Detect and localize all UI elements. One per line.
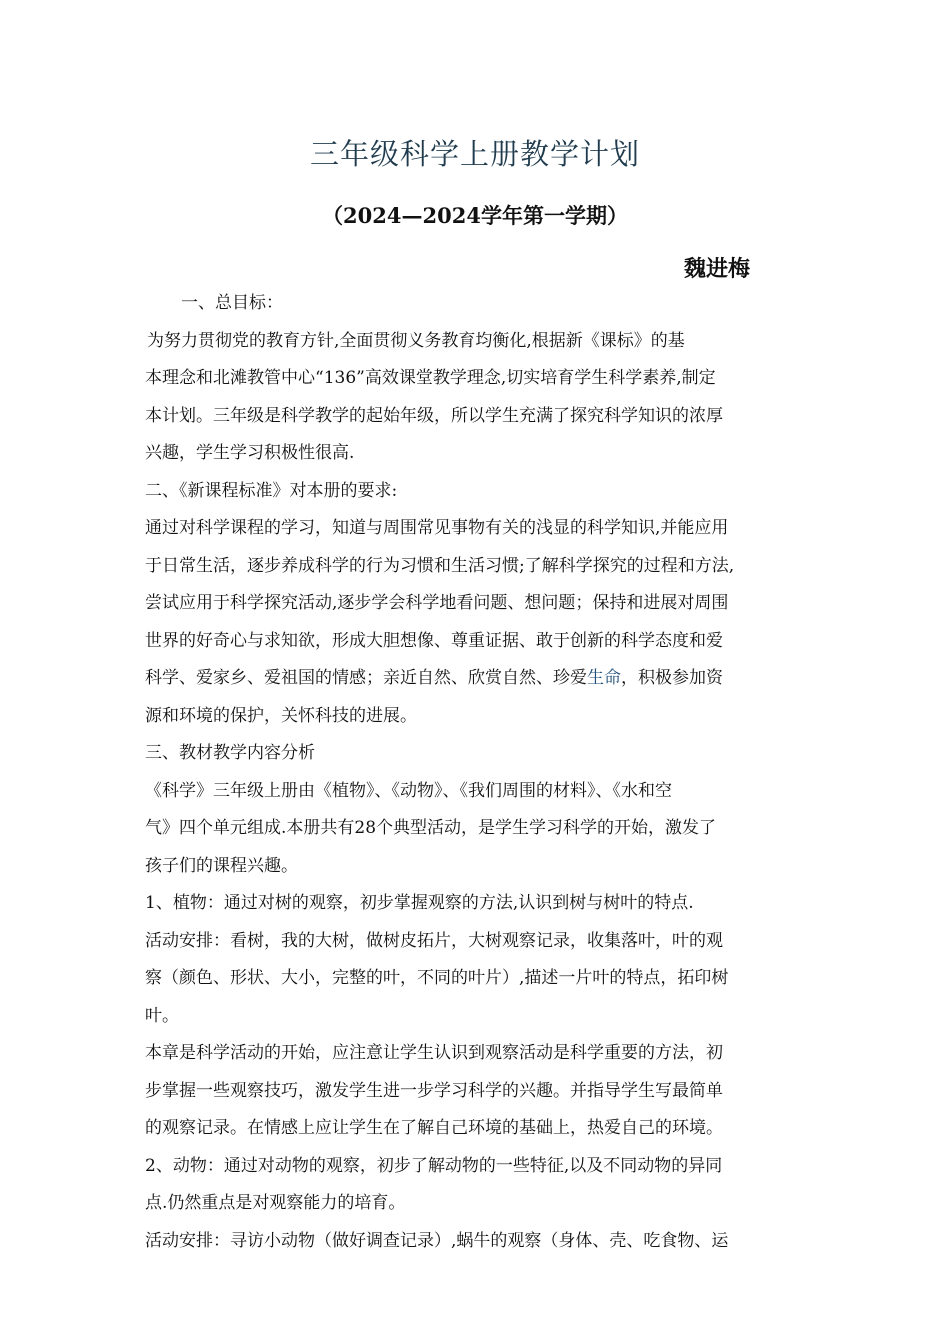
- paragraph-line: 本计划。三年级是科学教学的起始年级，所以学生充满了探究科学知识的浓厚: [145, 405, 723, 426]
- paragraph-line: 孩子们的课程兴趣。: [145, 855, 298, 876]
- paragraph-line: 1、植物：通过对树的观察，初步掌握观察的方法,认识到树与树叶的特点.: [145, 893, 694, 913]
- section-heading-analysis: 三、教材教学内容分析: [145, 743, 315, 763]
- document-subtitle: （2024—2024学年第一学期）: [322, 203, 628, 228]
- paragraph-line: 活动安排：寻访小动物（做好调查记录）,蜗牛的观察（身体、壳、吃食物、运: [145, 1230, 729, 1251]
- paragraph-line: 察（颜色、形状、大小，完整的叶，不同的叶片）,描述一片叶的特点，拓印树: [145, 968, 729, 988]
- paragraph-line: 步掌握一些观察技巧，激发学生进一步学习科学的兴趣。并指导学生写最简单: [145, 1080, 723, 1101]
- paragraph-line: 为努力贯彻党的教育方针,全面贯彻义务教育均衡化,根据新《课标》的基: [147, 330, 685, 351]
- paragraph-line: 的观察记录。在情感上应让学生在了解自己环境的基础上，热爱自己的环境。: [145, 1118, 723, 1138]
- paragraph-line: 《科学》三年级上册由《植物》、《动物》、《我们周围的材料》、《水和空: [145, 780, 672, 801]
- life-link[interactable]: 生命: [587, 668, 621, 688]
- paragraph-line: 本章是科学活动的开始，应注意让学生认识到观察活动是科学重要的方法，初: [145, 1043, 723, 1063]
- author-name: 魏进梅: [684, 256, 751, 282]
- paragraph-line: 兴趣，学生学习积极性很高.: [145, 443, 355, 463]
- paragraph-line: 气》四个单元组成.本册共有28个典型活动，是学生学习科学的开始，激发了: [145, 818, 717, 838]
- document-title: 三年级科学上册教学计划: [309, 137, 640, 171]
- paragraph-line: 2、动物：通过对动物的观察，初步了解动物的一些特征,以及不同动物的异同: [145, 1155, 723, 1176]
- paragraph-line: 叶。: [145, 1005, 179, 1026]
- document-body: [145, 285, 815, 1260]
- paragraph-line: 通过对科学课程的学习，知道与周围常见事物有关的浅显的科学知识,并能应用: [145, 518, 729, 538]
- paragraph-line: 于日常生活，逐步养成科学的行为习惯和生活习惯;了解科学探究的过程和方法,: [145, 555, 735, 576]
- paragraph-line: 尝试应用于科学探究活动,逐步学会科学地看问题、想问题；保持和进展对周围: [145, 593, 729, 613]
- section-heading-standard: 二、《新课程标准》对本册的要求:: [145, 480, 398, 501]
- paragraph-line: 活动安排：看树，我的大树，做树皮拓片，大树观察记录，收集落叶，叶的观: [145, 930, 723, 951]
- section-heading-goal: 一、总目标：: [181, 293, 283, 313]
- paragraph-line: 世界的好奇心与求知欲，形成大胆想像、尊重证据、敢于创新的科学态度和爱: [145, 630, 723, 651]
- paragraph-line: 源和环境的保护，关怀科技的进展。: [145, 705, 417, 726]
- paragraph-line: 本理念和北滩教管中心“136”高效课堂教学理念,切实培育学生科学素养,制定: [145, 368, 716, 388]
- paragraph-line: 科学、爱家乡、爱祖国的情感；亲近自然、欣赏自然、珍爱生命，积极参加资: [145, 668, 723, 688]
- paragraph-line: 点.仍然重点是对观察能力的培育。: [145, 1193, 406, 1213]
